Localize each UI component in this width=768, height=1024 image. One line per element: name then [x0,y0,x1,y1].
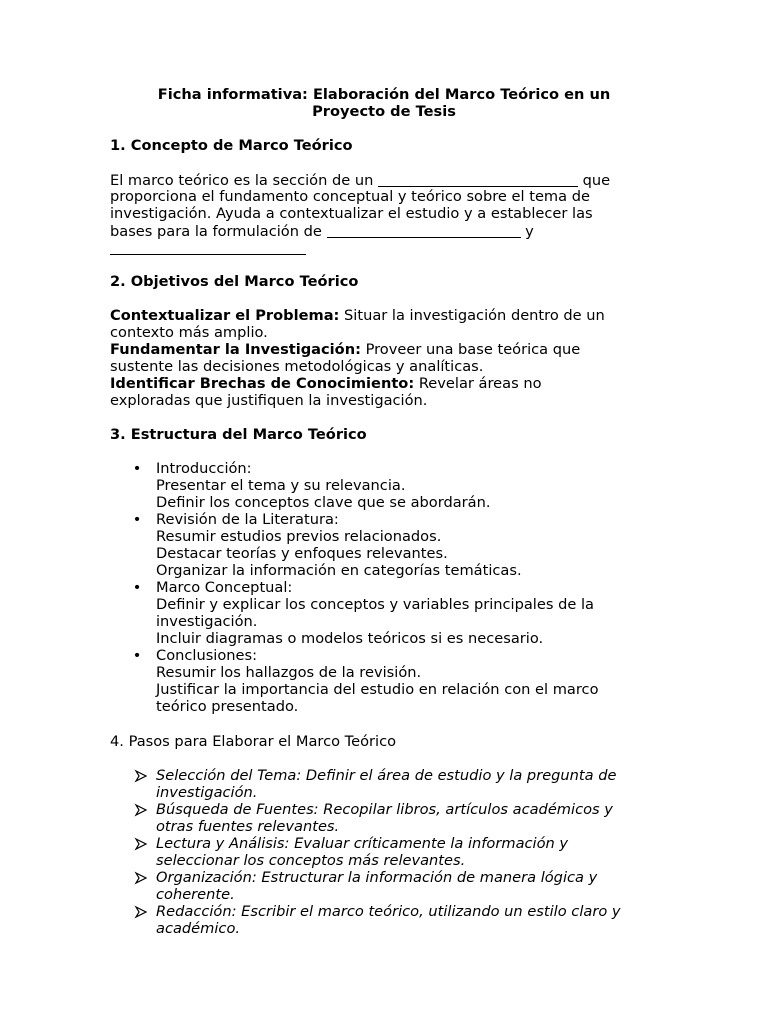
structure-item-line: Resumir estudios previos relacionados. [156,528,442,545]
bullet-dot-icon: • [132,579,142,596]
bullet-dot-icon: • [132,647,142,664]
section-1-line-3: investigación. Ayuda a contextualizar el estudio y a establecer las [110,205,593,222]
step-line-1: Organización: Estructurar la información de manera lógica y [156,869,598,886]
step-line-2: seleccionar los conceptos más relevantes. [156,852,466,869]
structure-item-line: teórico presentado. [156,698,299,715]
section-1-line-1 [110,171,650,188]
steps-list [134,767,674,937]
step-line-1: Lectura y Análisis: Evaluar críticamente la información y [156,835,569,852]
title-line-2: Proyecto de Tesis [312,103,456,120]
title-line-1: Ficha informativa: Elaboración del Marco Teórico en un [157,86,611,103]
structure-item-line: Incluir diagramas o modelos teóricos si es necesario. [156,630,544,647]
objective-1-line-1 [110,307,650,324]
arrowhead-bullet-icon [134,903,148,920]
objective-3-line-2: exploradas que justifiquen la investigación. [110,392,428,409]
objective-3-line-1 [110,375,650,392]
structure-list [110,460,670,715]
section-1-line-4 [110,222,650,239]
step-line-2: académico. [156,920,241,937]
section-3-heading: 3. Estructura del Marco Teórico [110,426,367,443]
objective-2-label: Fundamentar la Investigación: [110,341,361,358]
section-1-line-1-text-a: El marco teórico es la sección de un [110,172,378,189]
section-1-line-5 [110,239,650,256]
objective-2-text: Proveer una base teórica que [360,341,581,358]
structure-item-line: Destacar teorías y enfoques relevantes. [156,545,448,562]
bullet-dot-icon: • [132,511,142,528]
list-item [134,835,674,869]
step-line-1: Búsqueda de Fuentes: Recopilar libros, artículos académicos y [156,801,613,818]
objective-2-line-2: sustente las decisiones metodológicas y analíticas. [110,358,484,375]
structure-item-line: investigación. [156,613,258,630]
structure-item-title: Conclusiones: [156,647,258,664]
section-1-line-4-text-a: bases para la formulación de [110,223,327,240]
structure-item-title: Revisión de la Literatura: [156,511,339,528]
objective-1-label: Contextualizar el Problema: [110,307,340,324]
arrowhead-bullet-icon [134,869,148,886]
structure-item-line: Presentar el tema y su relevancia. [156,477,406,494]
list-item [110,511,670,579]
step-line-1: Redacción: Escribir el marco teórico, utilizando un estilo claro y [156,903,621,920]
objective-1-line-2: contexto más amplio. [110,324,268,341]
arrowhead-bullet-icon [134,767,148,784]
section-4-heading: 4. Pasos para Elaborar el Marco Teórico [110,733,397,750]
objective-3-text: Revelar áreas no [414,375,542,392]
structure-item-line: Justificar la importancia del estudio en relación con el marco [156,681,599,698]
bullet-dot-icon: • [132,460,142,477]
step-line-2: otras fuentes relevantes. [156,818,340,835]
list-item [110,579,670,647]
structure-item-title: Marco Conceptual: [156,579,293,596]
structure-item-line: Definir los conceptos clave que se abordarán. [156,494,491,511]
section-1-line-4-text-b: y [520,223,534,240]
objective-1-text: Situar la investigación dentro de un [339,307,605,324]
objective-3-label: Identificar Brechas de Conocimiento: [110,375,415,392]
objective-2-line-1 [110,341,650,358]
step-line-2: investigación. [156,784,258,801]
list-item [110,647,670,715]
structure-item-title: Introducción: [156,460,252,477]
section-1-line-1-text-b: que [578,172,611,189]
step-line-1: Selección del Tema: Definir el área de estudio y la pregunta de [156,767,617,784]
list-item [134,801,674,835]
structure-item-line: Definir y explicar los conceptos y variables principales de la [156,596,594,613]
document-title [110,86,658,120]
section-1-paragraph [110,171,650,256]
fill-in-blank-2 [327,224,521,238]
list-item [134,869,674,903]
list-item [110,460,670,511]
list-item [134,903,674,937]
structure-item-line: Organizar la información en categorías temáticas. [156,562,522,579]
section-1-heading: 1. Concepto de Marco Teórico [110,137,353,154]
section-1-line-2: proporciona el fundamento conceptual y teórico sobre el tema de [110,188,590,205]
step-line-2: coherente. [156,886,235,903]
arrowhead-bullet-icon [134,835,148,852]
fill-in-blank-1 [378,173,578,187]
objectives-list [110,307,650,409]
structure-item-line: Resumir los hallazgos de la revisión. [156,664,422,681]
section-2-heading: 2. Objetivos del Marco Teórico [110,273,359,290]
fill-in-blank-3 [110,241,306,255]
arrowhead-bullet-icon [134,801,148,818]
list-item [134,767,674,801]
